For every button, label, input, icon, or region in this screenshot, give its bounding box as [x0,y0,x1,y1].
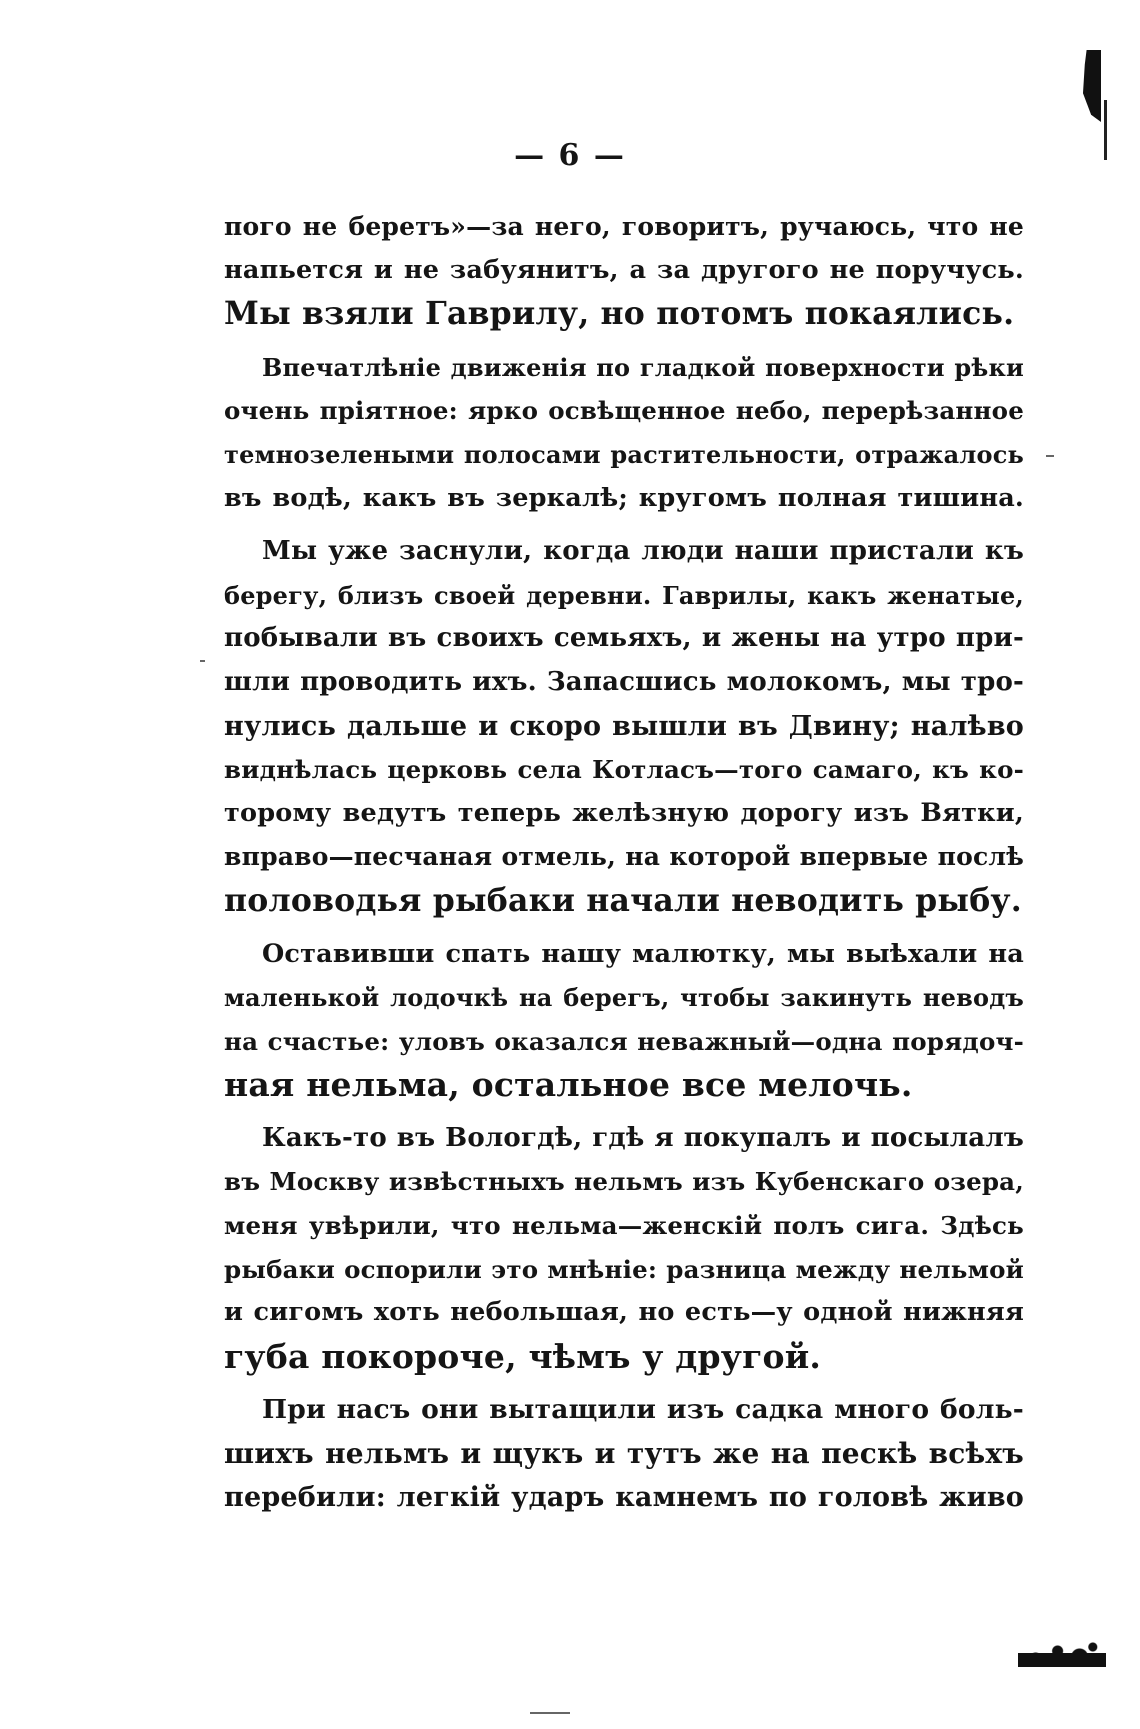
paragraph [224,933,1024,1107]
text-line: темнозелеными полосами растительности, отражалось [224,439,1024,469]
text-line: нулись дальше и скоро вышли въ Двину; налѣво [224,710,1024,742]
text-line: перебили: легкій ударъ камнемъ по головѣ живо [224,1481,1024,1513]
text-line: и сигомъ хоть небольшая, но есть—у одной нижняя [224,1297,1024,1328]
scan-artifact-top [1083,50,1101,122]
text-line: шихъ нельмъ и щукъ и тутъ же на пескѣ всѣхъ [224,1437,1024,1471]
text-line: маленькой лодочкѣ на берегъ, чтобы закинуть неводъ [224,983,1024,1013]
paragraph [224,346,1024,520]
scan-artifact-dash [200,660,205,662]
paragraph [224,205,1024,336]
scan-artifact-bottom [1018,1635,1106,1675]
text-line: очень пріятное: ярко освѣщенное небо, перерѣзанное [224,396,1024,426]
text-line: вправо—песчаная отмель, на которой впервые послѣ [224,842,1024,872]
text-line: на счастье: уловъ оказался неважный—одна порядоч- [224,1026,1024,1056]
body-text [224,205,1024,1522]
text-line: Какъ-то въ Вологдѣ, гдѣ я покупалъ и посылалъ [262,1122,1024,1153]
text-line: пого не беретъ»—за него, говоритъ, ручаюсь, что не [224,212,1024,241]
text-line: напьется и не забуянитъ, а за другого не поручусь. [224,254,1024,285]
scan-artifact-dash [1046,455,1054,457]
text-line: рыбаки оспорили это мнѣніе: разница между нельмой [224,1254,1024,1284]
text-line: торому ведутъ теперь желѣзную дорогу изъ Вятки, [224,797,1024,828]
text-line: Оставивши спать нашу малютку, мы выѣхали на [262,938,1024,969]
paragraph [224,530,1024,922]
text-line: берегу, близъ своей деревни. Гаврилы, какъ женатые, [224,580,1024,610]
paragraph [224,1388,1024,1519]
text-line: При насъ они вытащили изъ садка много боль- [262,1394,1024,1426]
text-line: Впечатлѣніе движенія по гладкой поверхности рѣки [262,352,1024,382]
text-line: въ Москву извѣстныхъ нельмъ изъ Кубенскаго озера, [224,1167,1024,1197]
text-line: въ водѣ, какъ въ зеркалѣ; кругомъ полная тишина. [224,482,1024,513]
text-line: меня увѣрили, что нельма—женскій полъ сига. Здѣсь [224,1211,1024,1241]
text-line: побывали въ своихъ семьяхъ, и жены на утро при- [224,623,1024,654]
text-line: Мы взяли Гаврилу, но потомъ покаялись. [224,295,1015,333]
text-line: губа покороче, чѣмъ у другой. [224,1336,822,1376]
text-line: Мы уже заснули, когда люди наши пристали къ [262,536,1024,567]
text-line: половодья рыбаки начали неводить рыбу. [224,881,1022,919]
text-line: ная нельма, остальное все мелочь. [224,1065,913,1105]
text-line: виднѣлась церковь села Котласъ—того самаго, къ ко- [224,755,1024,785]
paragraph [224,1117,1024,1379]
page-number: — 6 — [514,138,626,173]
text-line: шли проводить ихъ. Запасшись молокомъ, мы тро- [224,666,1024,697]
scan-artifact-dash [530,1712,570,1714]
